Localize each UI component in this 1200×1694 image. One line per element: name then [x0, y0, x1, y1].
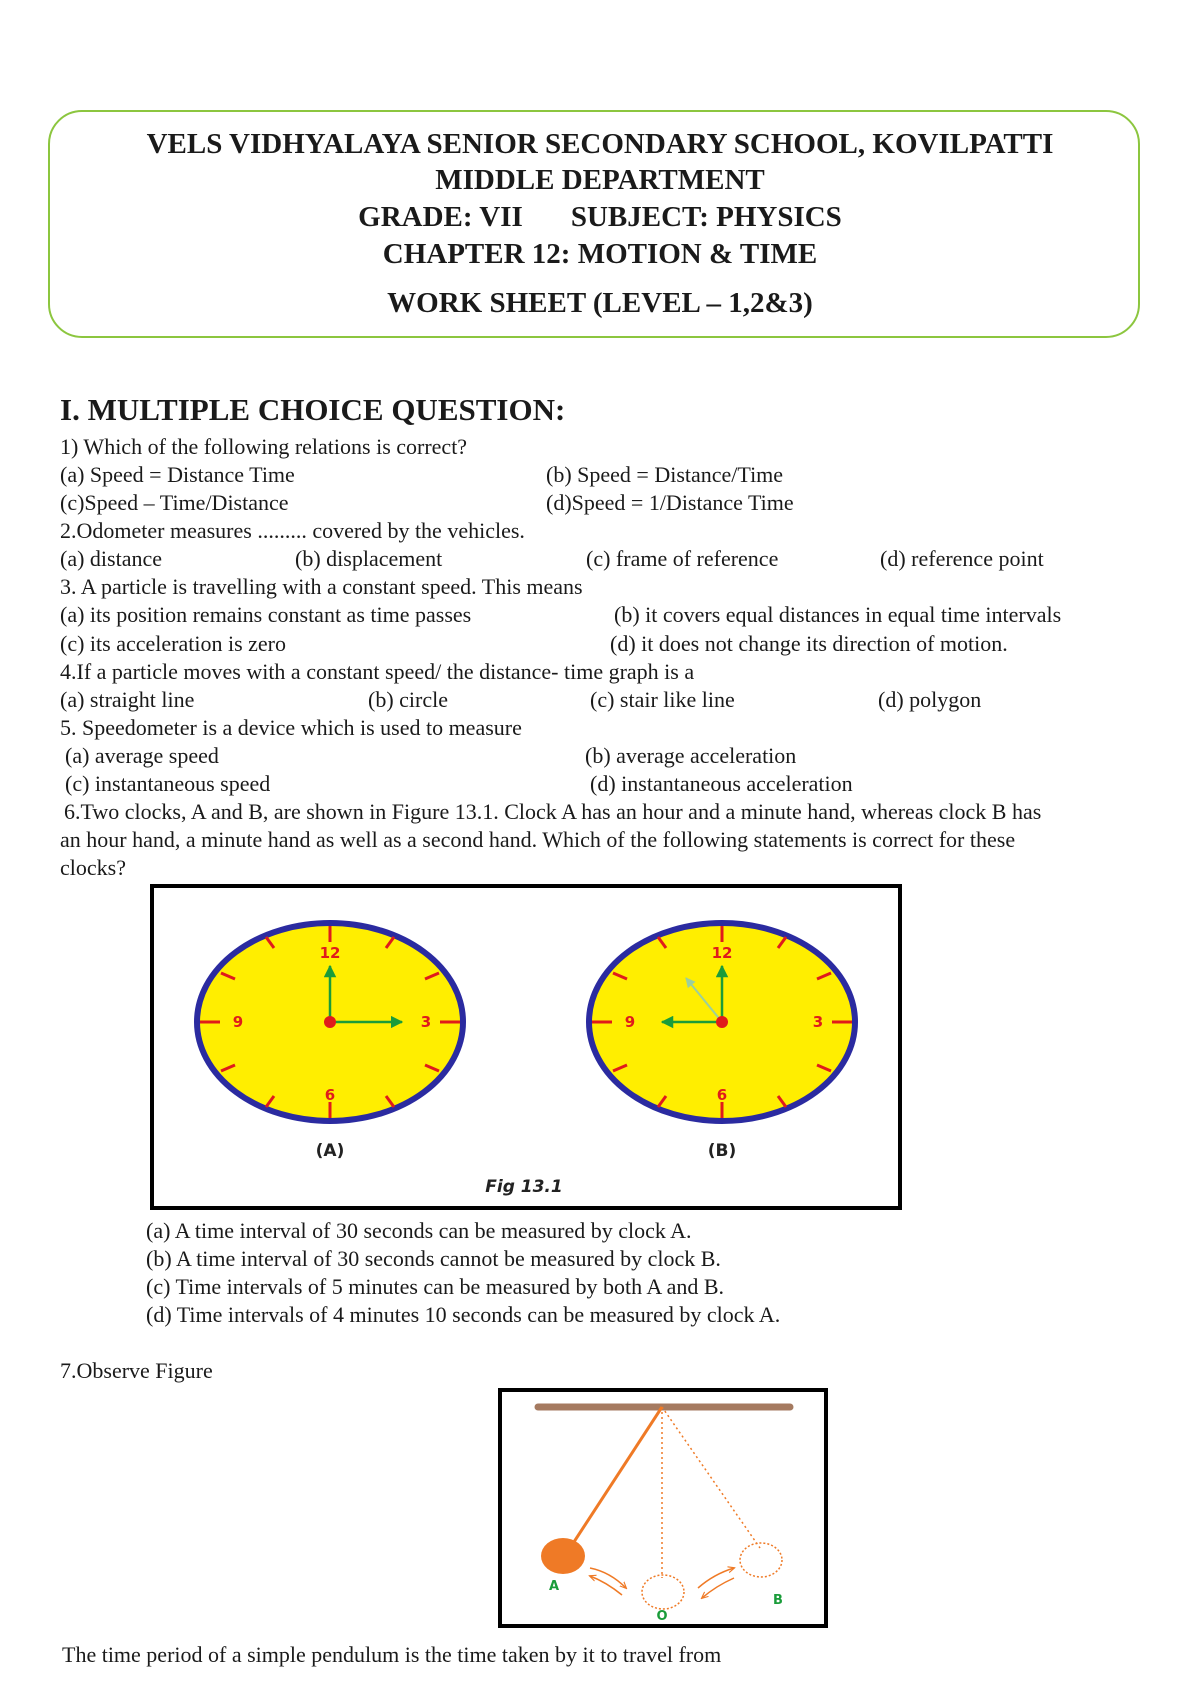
- q6-option-d: (d) Time intervals of 4 minutes 10 seconds can be measured by clock A.: [146, 1302, 781, 1327]
- pendulum-string-b: [662, 1407, 760, 1548]
- q5-option-b: (b) average acceleration: [585, 743, 797, 768]
- clock-a: [197, 923, 463, 1161]
- q3-option-c: (c) its acceleration is zero: [60, 631, 286, 656]
- q1-text: 1) Which of the following relations is correct?: [60, 434, 468, 459]
- clock-b: [589, 923, 855, 1161]
- clock-figure-svg: [154, 888, 898, 1206]
- q4-option-b: (b) circle: [368, 687, 448, 712]
- pendulum-bob-a: [541, 1538, 585, 1574]
- q3-option-d: (d) it does not change its direction of motion.: [610, 631, 1008, 656]
- q4-option-c: (c) stair like line: [590, 687, 735, 712]
- pendulum-arrow-o-to-a: [590, 1576, 622, 1595]
- q2-option-c: (c) frame of reference: [586, 546, 779, 571]
- pendulum-label-b: B: [773, 1593, 783, 1608]
- pendulum-bob-b: [740, 1543, 782, 1577]
- pendulum-bob-o: [642, 1575, 684, 1609]
- q7-description: The time period of a simple pendulum is the time taken by it to travel from: [62, 1642, 722, 1667]
- clock-b-num-12: 12: [711, 944, 733, 962]
- q4-option-a: (a) straight line: [60, 687, 195, 712]
- q2-option-a: (a) distance: [60, 546, 162, 571]
- q4-option-d: (d) polygon: [878, 687, 982, 712]
- pendulum-arrow-o-to-b: [698, 1568, 734, 1588]
- department: MIDDLE DEPARTMENT: [435, 164, 765, 196]
- grade-subject: [0, 201, 1200, 234]
- q7-text: 7.Observe Figure: [60, 1358, 213, 1383]
- clock-b-num-9: 9: [624, 1013, 636, 1031]
- q6-line-1: 6.Two clocks, A and B, are shown in Figure 13.1. Clock A has an hour and a minute hand, whereas clock B has: [64, 799, 1042, 824]
- q6-line-3: clocks?: [60, 855, 126, 880]
- q2-option-d: (d) reference point: [880, 546, 1044, 571]
- q5-option-c: (c) instantaneous speed: [65, 771, 271, 796]
- q5-option-a: (a) average speed: [65, 743, 219, 768]
- q6-option-c: (c) Time intervals of 5 minutes can be measured by both A and B.: [146, 1274, 725, 1299]
- clock-a-num-9: 9: [232, 1013, 244, 1031]
- clock-a-center: [324, 1016, 336, 1028]
- clock-figure: [150, 884, 902, 1210]
- section-title: I. MULTIPLE CHOICE QUESTION:: [60, 392, 566, 427]
- worksheet-title: WORK SHEET (LEVEL – 1,2&3): [387, 287, 813, 319]
- q5-option-d: (d) instantaneous acceleration: [590, 771, 853, 796]
- q1-option-c: (c)Speed – Time/Distance: [60, 490, 289, 515]
- pendulum-figure-svg: [502, 1392, 824, 1624]
- pendulum-figure: [498, 1388, 828, 1628]
- q6-option-a: (a) A time interval of 30 seconds can be measured by clock A.: [146, 1218, 692, 1243]
- figure-caption: Fig 13.1: [485, 1177, 563, 1197]
- q3-option-a: (a) its position remains constant as time passes: [60, 602, 472, 627]
- pendulum-string-a: [570, 1407, 662, 1548]
- clock-b-num-6: 6: [716, 1086, 728, 1104]
- subject: SUBJECT: PHYSICS: [570, 201, 842, 233]
- q1-option-d: (d)Speed = 1/Distance Time: [546, 490, 794, 515]
- clock-a-num-12: 12: [319, 944, 341, 962]
- q2-option-b: (b) displacement: [295, 546, 443, 571]
- q1-option-b: (b) Speed = Distance/Time: [546, 462, 784, 487]
- q2-text: 2.Odometer measures ......... covered by the vehicles.: [60, 518, 525, 543]
- school-name: VELS VIDHYALAYA SENIOR SECONDARY SCHOOL, KOVILPATTI: [146, 128, 1054, 160]
- pendulum-label-a: A: [548, 1579, 560, 1594]
- clock-b-label: (B): [707, 1141, 737, 1161]
- grade: GRADE: VII: [358, 201, 523, 233]
- clock-a-num-3: 3: [420, 1013, 432, 1031]
- clock-b-num-3: 3: [812, 1013, 824, 1031]
- q6-line-2: an hour hand, a minute hand as well as a second hand. Which of the following statements is correct for these: [60, 827, 1016, 852]
- pendulum-label-o: O: [656, 1609, 668, 1624]
- chapter: CHAPTER 12: MOTION & TIME: [382, 238, 818, 270]
- q5-text: 5. Speedometer is a device which is used to measure: [60, 715, 522, 740]
- clock-b-center: [716, 1016, 728, 1028]
- q4-text: 4.If a particle moves with a constant speed/ the distance- time graph is a: [60, 659, 695, 684]
- q3-option-b: (b) it covers equal distances in equal time intervals: [614, 602, 1062, 627]
- clock-a-label: (A): [315, 1141, 345, 1161]
- q6-option-b: (b) A time interval of 30 seconds cannot be measured by clock B.: [146, 1246, 721, 1271]
- q1-option-a: (a) Speed = Distance Time: [60, 462, 295, 487]
- clock-a-num-6: 6: [324, 1086, 336, 1104]
- q3-text: 3. A particle is travelling with a constant speed. This means: [60, 574, 583, 599]
